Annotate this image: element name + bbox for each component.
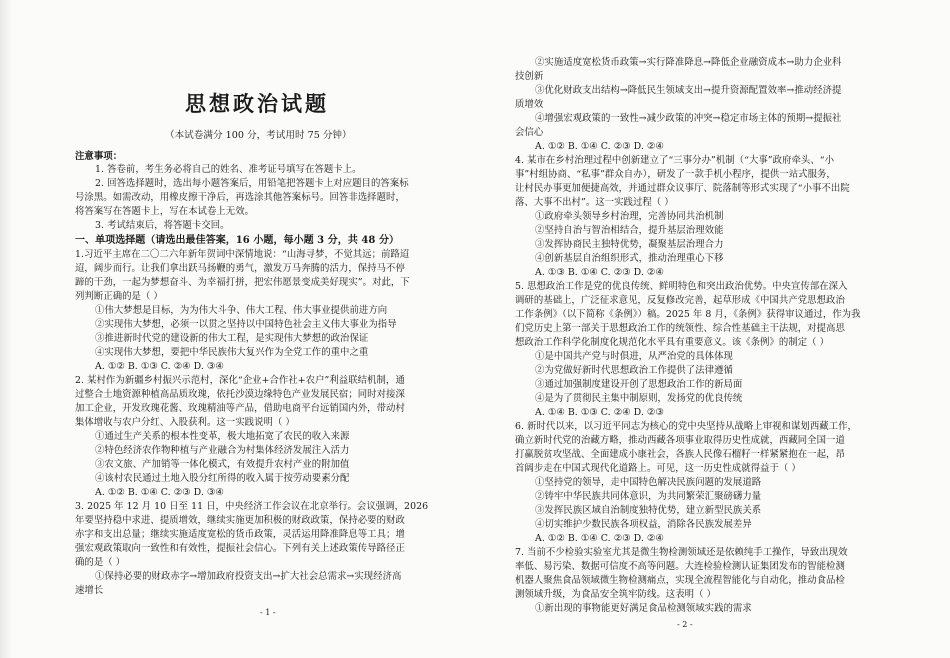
question-7-stem: 机器人聚焦食品领域微生物检测痛点，实现全流程智能化与自动化，推动食品检 xyxy=(515,575,845,586)
question-1-stem: 迢，阔步而行。让我们拿出跃马扬鞭的勇气，激发万马奔腾的活力，保持马不停 xyxy=(75,263,405,274)
question-5-option: ④是为了贯彻民主集中制原则，发扬党的优良传统 xyxy=(535,393,743,404)
question-3-stem: 3. 2025 年 12 月 10 日至 11 日，中央经济工作会议在北京举行。会议强调，2026 xyxy=(75,501,429,512)
question-2-option: ①通过生产关系的根本性变革，极大地拓宽了农民的收入来源 xyxy=(95,431,350,442)
question-5-stem: 想政治工作科学化制度化规范化水平具有重要意义。该《条例》的制定（ ） xyxy=(515,337,830,348)
question-4-option: ①政府牵头领导乡村治理，完善协同共治机制 xyxy=(535,211,724,222)
question-1-choices: A. ①② B. ①③ C. ②④ D. ③④ xyxy=(95,361,224,372)
section-heading: 一、单项选择题（请选出最佳答案，16 小题，每小题 3 分，共 48 分） xyxy=(75,235,400,246)
question-2-option: ④该村农民通过土地入股分红所得的收入属于按劳动要素分配 xyxy=(95,473,350,484)
question-7-option: ①新出现的事物能更好满足食品检测领域实践的需求 xyxy=(535,603,752,614)
question-4-stem: 4. 某市在乡村治理过程中创新建立了“三事分办”机制（“大事”政府牵头、“小 xyxy=(515,155,835,166)
question-5-option: ①是中国共产党与时俱进，从严治党的具体体现 xyxy=(535,351,733,362)
question-6-stem: 6. 新时代以来，以习近平同志为核心的党中央坚持从战略上审视和谋划西藏工作， xyxy=(515,421,857,432)
question-1-option: ①伟大梦想是目标，为为伟大斗争、伟大工程、伟大事业提供前进方向 xyxy=(95,305,388,316)
question-3-stem: 确的是（ ） xyxy=(75,557,126,568)
question-3-stem: 年要坚持稳中求进、提质增效，继续实施更加积极的财政政策，保持必要的财政 xyxy=(75,515,405,526)
page-number: - 1 - xyxy=(260,608,276,617)
exam-title: 思想政治试题 xyxy=(185,91,329,116)
question-5-stem: 工作条例》（以下简称《条例》）稿。2025 年 8 月，《条例》获得审议通过，作为我 xyxy=(515,309,861,320)
question-4-stem: 让村民办事更加便捷高效，并通过群众议事厅、院落制等形式实现了“小事不出院 xyxy=(515,183,850,194)
question-3-option: ④增强宏观政策的一致性→减少政策的冲突→稳定市场主体的预期→提振社 xyxy=(535,113,842,124)
question-6-stem: 确立新时代党的治藏方略，推动西藏各项事业取得历史性成就，西藏同全国一道 xyxy=(515,435,845,446)
question-1-stem: 蹄的干劲，一起为梦想奋斗、为幸福打拼，把宏伟愿景变成美好现实”。对此，下 xyxy=(75,277,410,288)
question-1-option: ②实现伟大梦想，必须一以贯之坚持以中国特色社会主义伟大事业为指导 xyxy=(95,319,397,330)
question-3-option: 会信心 xyxy=(515,127,544,138)
question-4-choices: A. ①③ B. ①④ C. ②③ D. ②④ xyxy=(535,267,664,278)
question-1-stem: 1.习近平主席在二〇二六年新年贺词中深情地说：“山海寻梦，不觉其远；前路迢 xyxy=(75,249,410,260)
question-6-option: ④切实维护少数民族各项权益，消除各民族发展差异 xyxy=(535,519,752,530)
question-4-stem: 落、大事不出村”。这一实践过程（ ） xyxy=(515,197,674,208)
question-3-stem: 赤字和支出总量；继续实施适度宽松的货币政策，灵活运用降准降息等工具；增 xyxy=(75,529,405,540)
question-7-stem: 7. 当前不少检验实验室尤其是微生物检测领域还是依赖纯手工操作，导致出现效 xyxy=(515,547,848,558)
question-1-stem: 列判断正确的是（ ） xyxy=(75,291,163,302)
question-4-option: ④创新基层自治组织形式，推动治理重心下移 xyxy=(535,253,724,264)
question-5-option: ②为党做好新时代思想政治工作提供了法律遵循 xyxy=(535,365,733,376)
scan-edge-shadow xyxy=(0,0,12,658)
question-4-stem: 事”村组协商、“私事”群众自办），研发了一款手机小程序，提供一站式服务， xyxy=(515,169,836,180)
question-5-stem: 5. 思想政治工作是党的优良传统、鲜明特色和突出政治优势。中央宣传部在深入 xyxy=(515,281,848,292)
question-2-stem: 过整合土地资源种植高品质玫瑰，依托沙漠边缘特色产业发展民宿；同时对接深 xyxy=(75,389,405,400)
question-6-choices: A. ①② B. ①④ C. ②③ D. ②④ xyxy=(535,533,664,544)
page-number: - 2 - xyxy=(677,620,693,629)
question-1-option: ③推进新时代党的建设新的伟大工程，是实现伟大梦想的政治保证 xyxy=(95,333,369,344)
question-4-option: ③发挥协商民主独特优势，凝聚基层治理合力 xyxy=(535,239,724,250)
question-2-stem: 2. 某村作为新疆乡村振兴示范村，深化“企业+合作社+农户”利益联结机制，通 xyxy=(75,375,405,386)
question-5-stem: 调研的基础上，广泛征求意见，反复修改完善，起草形成《中国共产党思想政治 xyxy=(515,295,845,306)
question-2-stem: 集体增收与农户分红、入股获利。这一实践说明（ ） xyxy=(75,417,295,428)
question-2-option: ③农文旅、产加销等一体化模式，有效提升农村产业的附加值 xyxy=(95,459,350,470)
notice-line: 2. 回答选择题时，选出每小题答案后，用铅笔把答题卡上对应题目的答案标 xyxy=(95,178,409,189)
question-5-option: ③通过加强制度建设开创了思想政治工作的新局面 xyxy=(535,379,743,390)
question-3-option: 速增长 xyxy=(75,585,104,596)
notice-line: 1. 答卷前，考生务必将自己的姓名、准考证号填写在答题卡上。 xyxy=(95,164,362,175)
question-3-option: ①保持必要的财政赤字→增加政府投资支出→扩大社会总需求→实现经济高 xyxy=(95,571,402,582)
notice-line: 号涂黑。如需改动，用橡皮擦干净后，再选涂其他答案标号。回答非选择题时， xyxy=(75,192,405,203)
question-2-stem: 加工企业，开发玫瑰花酱、玫瑰精油等产品，借助电商平台远销国内外，带动村 xyxy=(75,403,405,414)
question-3-stem: 强宏观政策取向一致性和有效性，提振社会信心。下列有关上述政策传导路径正 xyxy=(75,543,405,554)
question-4-option: ②坚持自治与智治相结合，提升基层治理效能 xyxy=(535,225,724,236)
question-2-option: ②特色经济农作物种植与产业融合为村集体经济发展注入活力 xyxy=(95,445,350,456)
question-7-stem: 率低、易污染、数据可信度不高等问题。大连检验检测认证集团发布的智能检测 xyxy=(515,561,845,572)
question-5-choices: A. ①④ B. ①③ C. ②④ D. ②③ xyxy=(535,407,664,418)
question-3-option: ②实施适度宽松货币政策→实行降准降息→降低企业融资成本→助力企业科 xyxy=(535,57,842,68)
question-6-option: ①坚持党的领导，走中国特色解决民族问题的发展道路 xyxy=(535,477,762,488)
question-3-choices: A. ①② B. ①④ C. ②③ D. ②④ xyxy=(535,141,664,152)
question-6-stem: 首阔步走在中国式现代化道路上。可见，这一历史性成就得益于（ ） xyxy=(515,463,801,474)
question-6-option: ②铸牢中华民族共同体意识，为共同繁荣汇聚磅礴力量 xyxy=(535,491,762,502)
question-7-stem: 测领域升级，为食品安全筑牢防线。这表明（ ） xyxy=(515,589,716,600)
question-6-stem: 打赢脱贫攻坚战、全面建成小康社会，各族人民像石榴籽一样紧紧抱在一起，昂 xyxy=(515,449,845,460)
question-3-option: ③优化财政支出结构→降低民生领域支出→提升资源配置效率→推动经济提 xyxy=(535,85,842,96)
notice-line: 3. 考试结束后，将答题卡交回。 xyxy=(95,220,230,231)
question-5-stem: 们党历史上第一部关于思想政治工作的统领性、综合性基础主干法规，对提高思 xyxy=(515,323,845,334)
notice-line: 将答案写在答题卡上，写在本试卷上无效。 xyxy=(75,206,255,217)
notice-heading: 注意事项： xyxy=(75,151,123,162)
exam-subtitle: （本试卷满分 100 分，考试用时 75 分钟） xyxy=(165,130,352,141)
question-2-choices: A. ①② B. ①④ C. ②③ D. ③④ xyxy=(95,487,224,498)
question-6-option: ③发挥民族区域自治制度独特优势，建立新型民族关系 xyxy=(535,505,762,516)
question-1-option: ④实现伟大梦想，要把中华民族伟大复兴作为全党工作的重中之重 xyxy=(95,347,369,358)
question-3-option: 质增效 xyxy=(515,99,544,110)
question-3-option: 技创新 xyxy=(515,71,544,82)
